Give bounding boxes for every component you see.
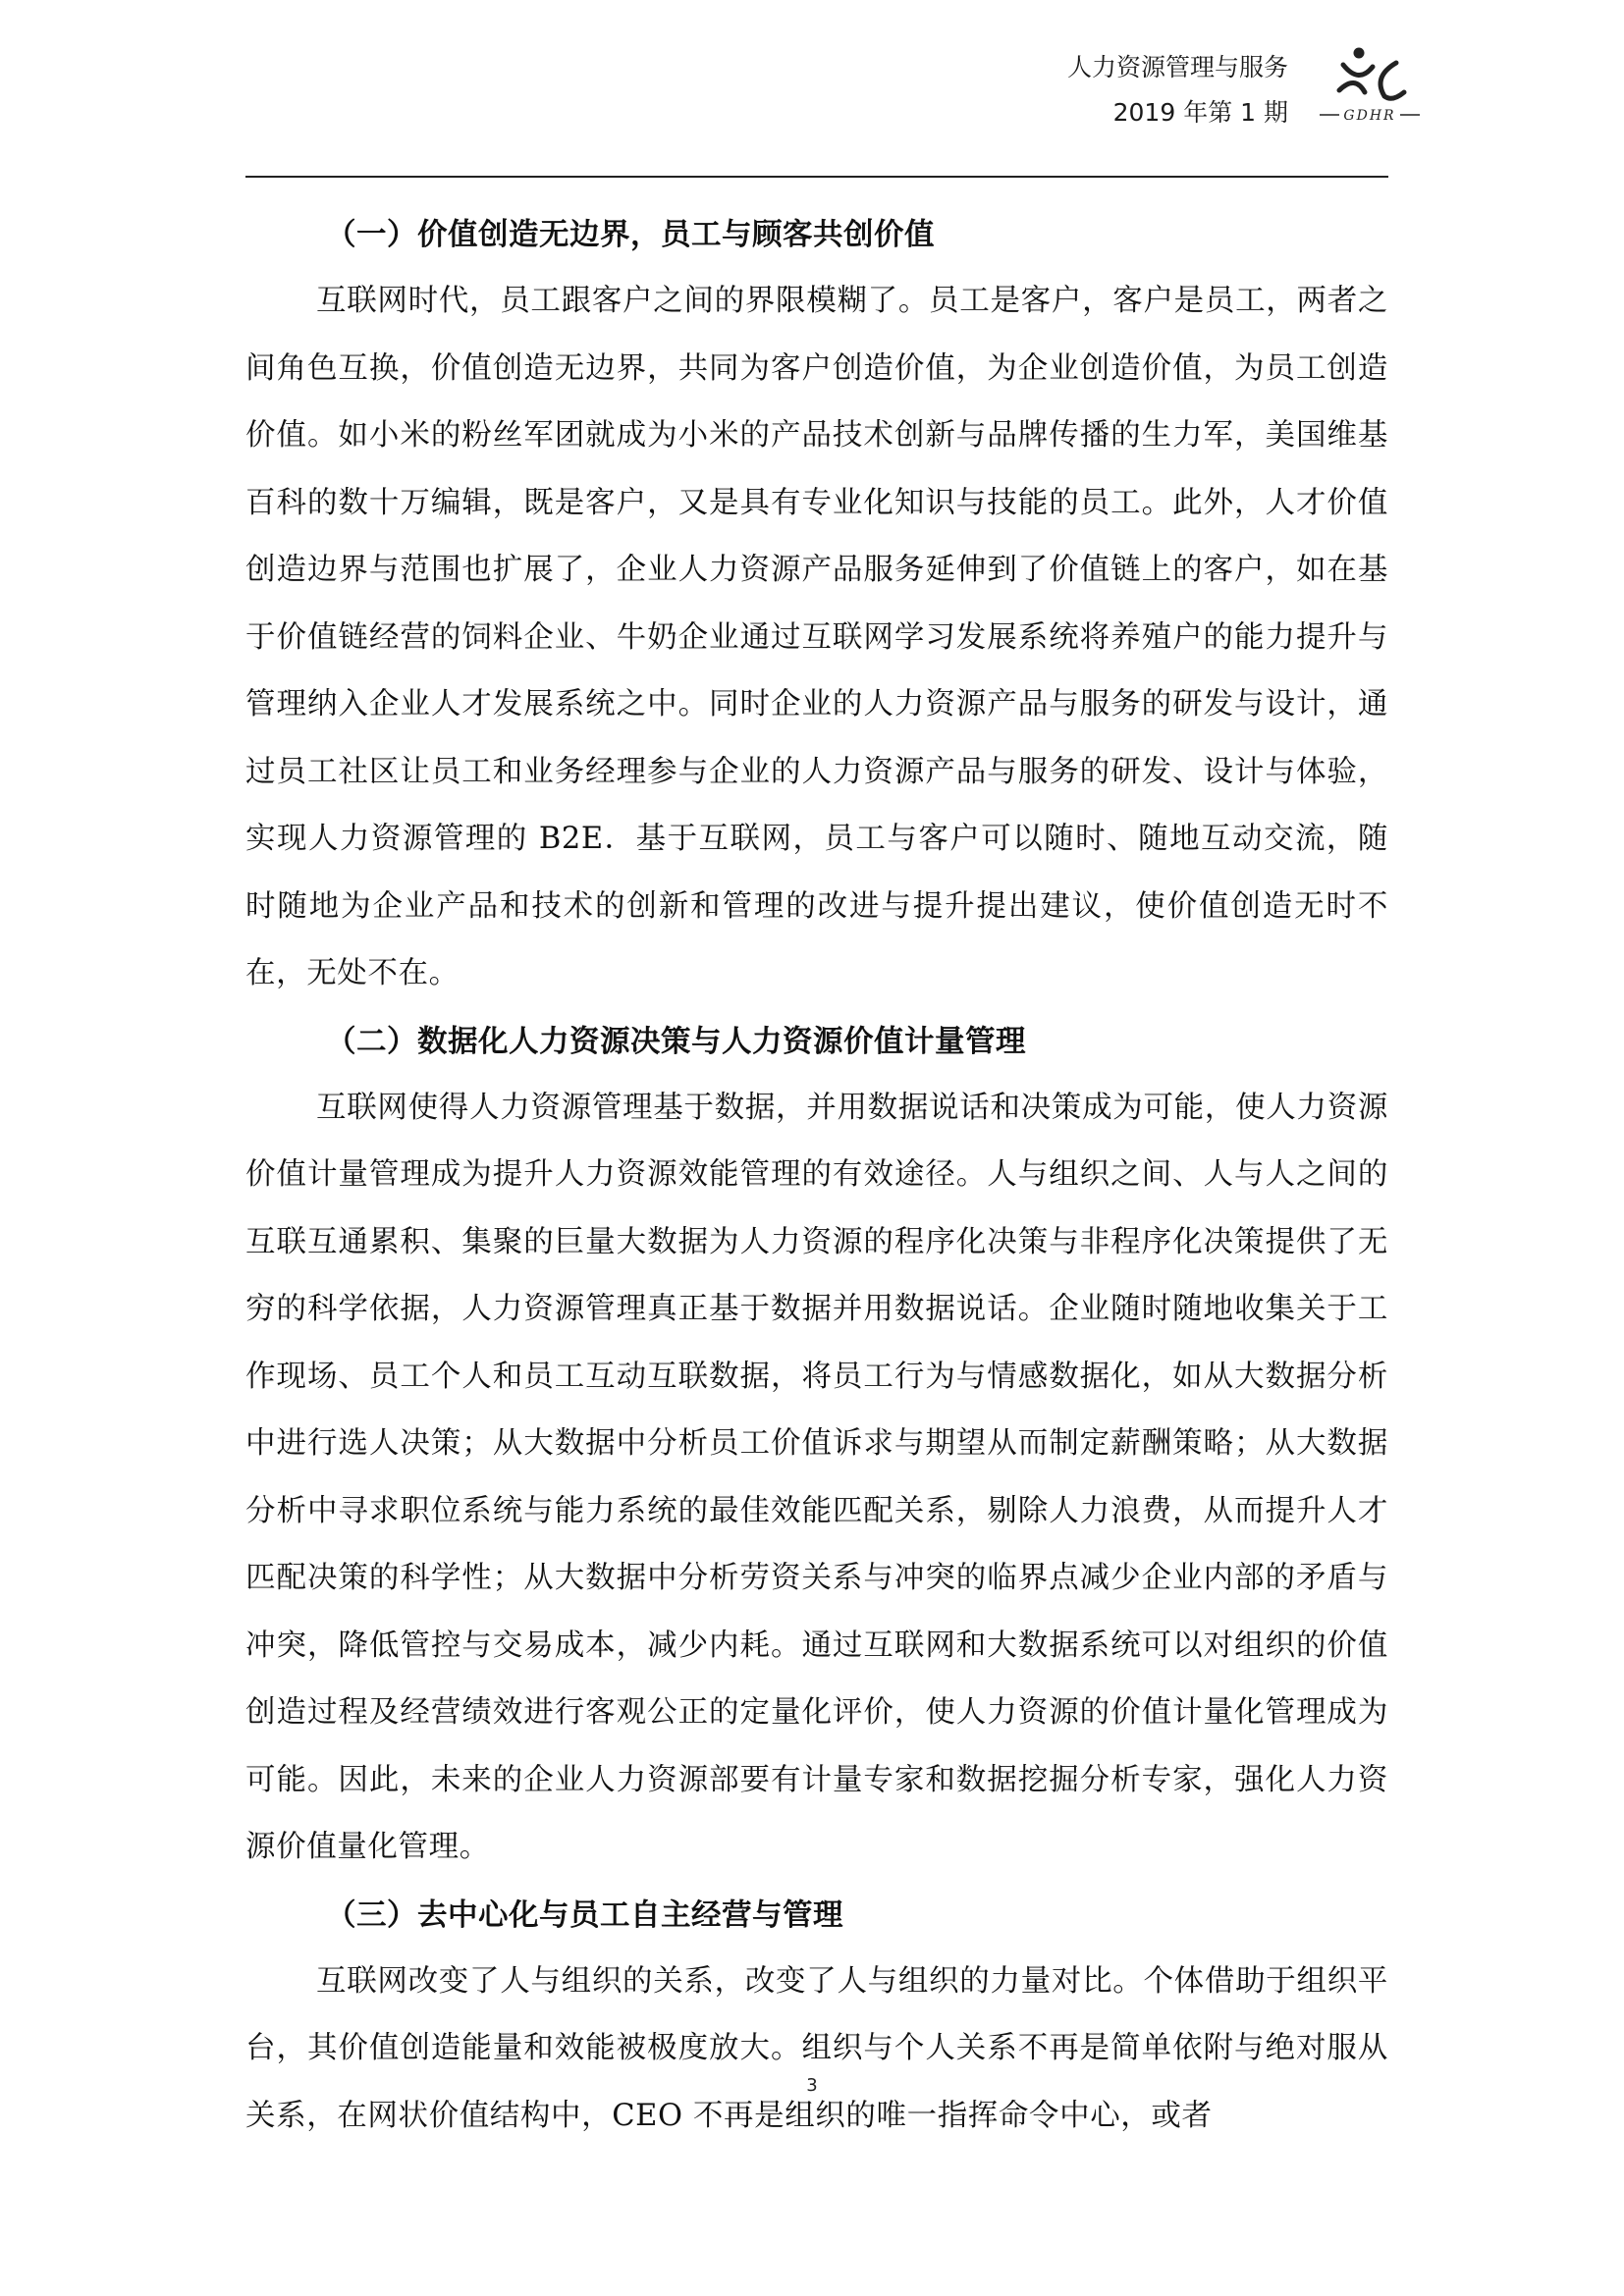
section-paragraph-2: 互联网使得人力资源管理基于数据，并用数据说话和决策成为可能，使人力资源价值计量管理成为提升人力资源效能管理的有效途径。人与组织之间、人与人之间的互联互通累积、集聚的巨量大数据为人力资源的程序化决策与非程序化决策提供了无穷的科学依据，人力资源管理真正基于数据并用数据说话。企业随时随地收集关于工作现场、员工个人和员工互动互联数据，将员工行为与情感数据化，如从大数据分析中进行选人决策；从大数据中分析员工价值诉求与期望从而制定薪酬策略；从大数据分析中寻求职位系统与能力系统的最佳效能匹配关系，剔除人力浪费，从而提升人才匹配决策的科学性；从大数据中分析劳资关系与冲突的临界点减少企业内部的矛盾与冲突，降低管控与交易成本，减少内耗。通过互联网和大数据系统可以对组织的价值创造过程及经营绩效进行客观公正的定量化评价，使人力资源的价值计量化管理成为可能。因此，未来的企业人力资源部要有计量专家和数据挖掘分析专家，强化人力资源价值量化管理。 xyxy=(245,1090,1388,1864)
gdhr-logo-icon xyxy=(1316,45,1424,128)
logo-text: GDHR xyxy=(1343,108,1396,124)
section-paragraph-1: 互联网时代，员工跟客户之间的界限模糊了。员工是客户，客户是员工，两者之间角色互换，价值创造无边界，共同为客户创造价值，为企业创造价值，为员工创造价值。如小米的粉丝军团就成为小米的产品技术创新与品牌传播的生力军，美国维基百科的数十万编辑，既是客户，又是具有专业化知识与技能的员工。此外，人才价值创造边界与范围也扩展了，企业人力资源产品服务延伸到了价值链上的客户，如在基于价值链经营的饲料企业、牛奶企业通过互联网学习发展系统将养殖户的能力提升与管理纳入企业人才发展系统之中。同时企业的人力资源产品与服务的研发与设计，通过员工社区让员工和业务经理参与企业的人力资源产品与服务的研发、设计与体验，实现人力资源管理的 B2E．基于互联网，员工与客户可以随时、随地互动交流，随时随地为企业产品和技术的创新和管理的改进与提升提出建议，使价值创造无时不在，无处不在。 xyxy=(245,284,1388,990)
journal-title: 人力资源管理与服务 xyxy=(1066,53,1288,81)
header-text xyxy=(1067,45,1288,135)
page-number: 3 xyxy=(806,2075,818,2096)
issue-label: 2019 年第 1 期 xyxy=(1112,98,1288,127)
section-paragraph-3: 互联网改变了人与组织的关系，改变了人与组织的力量对比。个体借助于组织平台，其价值创造能量和效能被极度放大。组织与个人关系不再是简单依附与绝对服从关系，在网状价值结构中，CEO 不再是组织的唯一指挥命令中心，或者 xyxy=(245,1963,1388,2133)
article-body xyxy=(245,201,1388,2150)
section-heading-3: （三）去中心化与员工自主经营与管理 xyxy=(326,1896,843,1933)
section-heading-1: （一）价值创造无边界，员工与顾客共创价值 xyxy=(326,217,935,252)
section-heading-2: （二）数据化人力资源决策与人力资源价值计量管理 xyxy=(326,1023,1026,1059)
header-rule xyxy=(245,176,1388,178)
page-header xyxy=(0,0,1624,177)
